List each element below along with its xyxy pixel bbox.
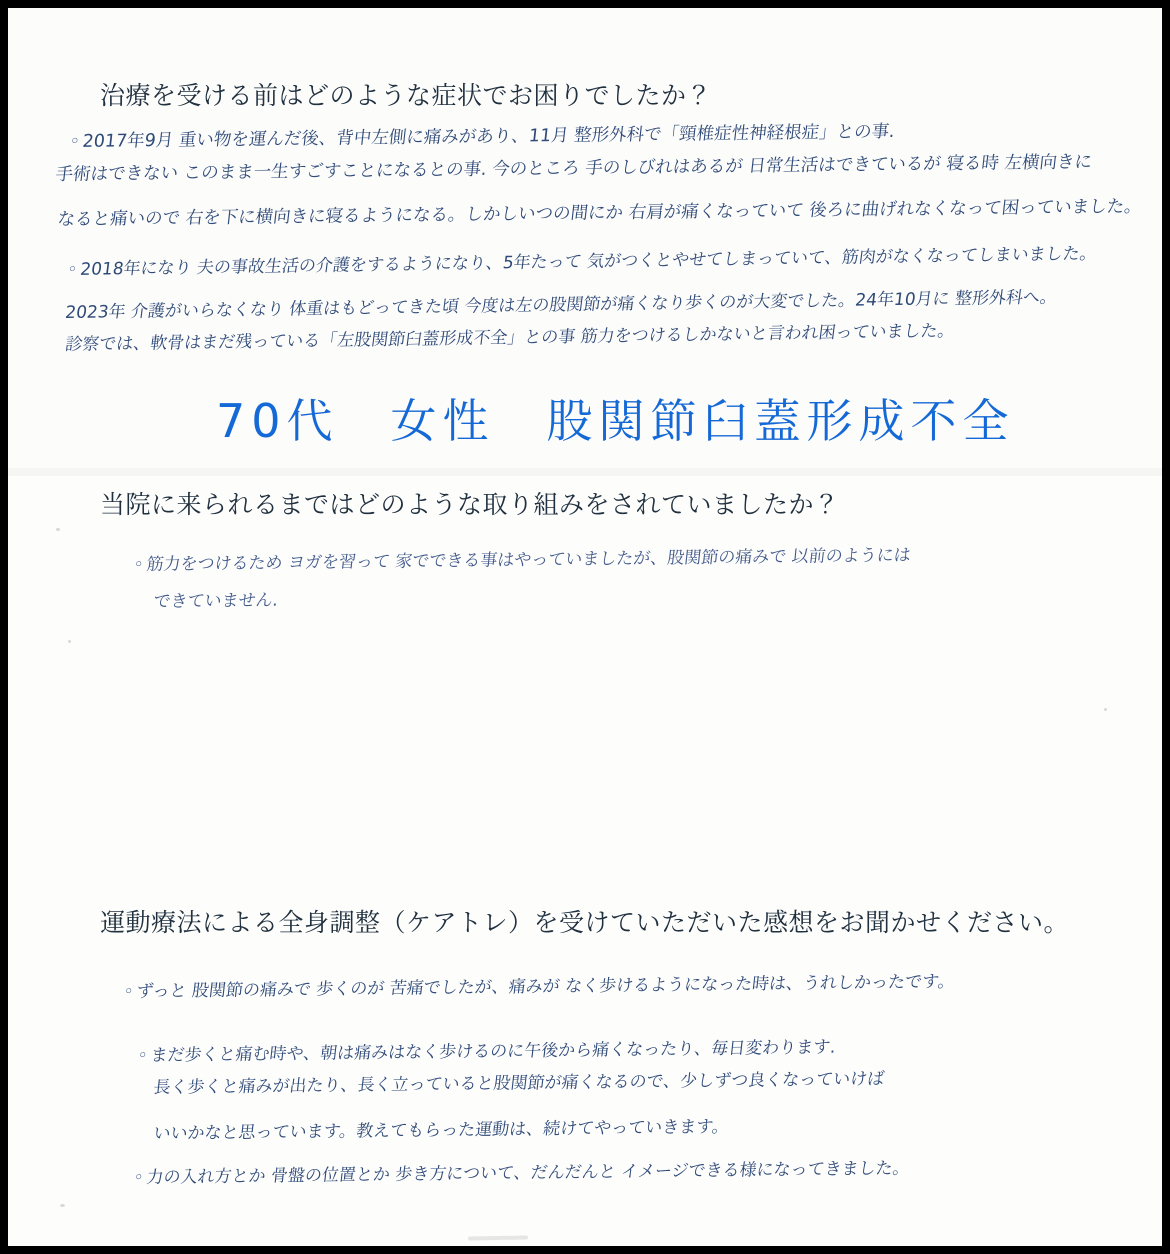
answer-text: 2018年になり 夫の事故生活の介護をするようになり、5年たって 気がつくとやせてしまっていて、筋肉がなくなってしまいました。 (79, 243, 1098, 280)
answer-text: ずっと 股関節の痛みで 歩くのが 苦痛でしたが、痛みが なく歩けるようになった時は、うれしかったです。 (135, 971, 956, 1002)
question-1-heading: 治療を受ける前はどのような症状でお困りでしたか？ (100, 81, 713, 110)
answer-3-line-4 (151, 1105, 731, 1156)
scan-tone-band-divider (8, 468, 1162, 476)
answer-text: できていません. (152, 590, 280, 613)
list-bullet-icon: ◦ (68, 131, 82, 153)
paper-sheet (8, 8, 1162, 1246)
scan-speck (68, 640, 71, 643)
answer-2-line-2 (151, 578, 280, 624)
answer-text: 2023年 介護がいらなくなり 体重はもどってきた頃 今度は左の股関節が痛くなり歩くのが大変でした。24年10月に 整形外科へ。 (64, 287, 1059, 324)
scan-speck (1104, 708, 1107, 711)
patient-profile-title: 70代 女性 股関節臼蓋形成不全 (216, 394, 1015, 448)
answer-text: 手術はできない このまま一生すごすことになるとの事. 今のところ 手のしびれはあるが 日常生活はできているが 寝る時 左横向きに (54, 152, 1094, 186)
question-2-heading: 当院に来られるまではどのような取り組みをされていましたか？ (100, 490, 840, 519)
answer-text: 長く歩くと痛みが出たり、長く立っていると股関節が痛くなるので、少しずつ良くなっていけば (152, 1069, 886, 1099)
answer-text: まだ歩くと痛む時や、朝は痛みはなく歩けるのに午後から痛くなったり、毎日変わります. (149, 1037, 837, 1066)
answer-text: 筋力をつけるため ヨガを習って 家でできる事はやっていましたが、股関節の痛みで 以前のようには (145, 545, 912, 575)
answer-text: 診察では、軟骨はまだ残っている「左股関節臼蓋形成不全」との事 筋力をつけるしかないと言われ困っていました。 (64, 321, 956, 356)
list-bullet-icon: ◦ (122, 981, 135, 1003)
scan-speck (60, 1204, 65, 1207)
scan-speck (56, 528, 60, 531)
answer-text: 力の入れ方とか 骨盤の位置とか 歩き方について、だんだんと イメージできる様になってきました。 (145, 1158, 911, 1188)
list-bullet-icon: ◦ (132, 554, 145, 576)
question-3-heading: 運動療法による全身調整（ケアトレ）を受けていただいた感想をお聞かせください。 (100, 908, 1070, 937)
answer-3-line-3 (151, 1057, 886, 1110)
answer-text: 2017年9月 重い物を運んだ後、背中左側に痛みがあり、11月 整形外科で「頸椎症性神経根症」との事. (81, 121, 896, 152)
answer-text: いいかなと思っています。教えてもらった運動は、続けてやっていきます。 (152, 1116, 730, 1145)
list-bullet-icon: ◦ (136, 1045, 149, 1067)
answer-text: なると痛いので 右を下に横向きに寝るようになる。しかしいつの間にか 右肩が痛くなっていて 後ろに曲げれなくなって困っていました。 (56, 196, 1143, 231)
list-bullet-icon: ◦ (66, 259, 79, 281)
list-bullet-icon: ◦ (132, 1167, 145, 1189)
